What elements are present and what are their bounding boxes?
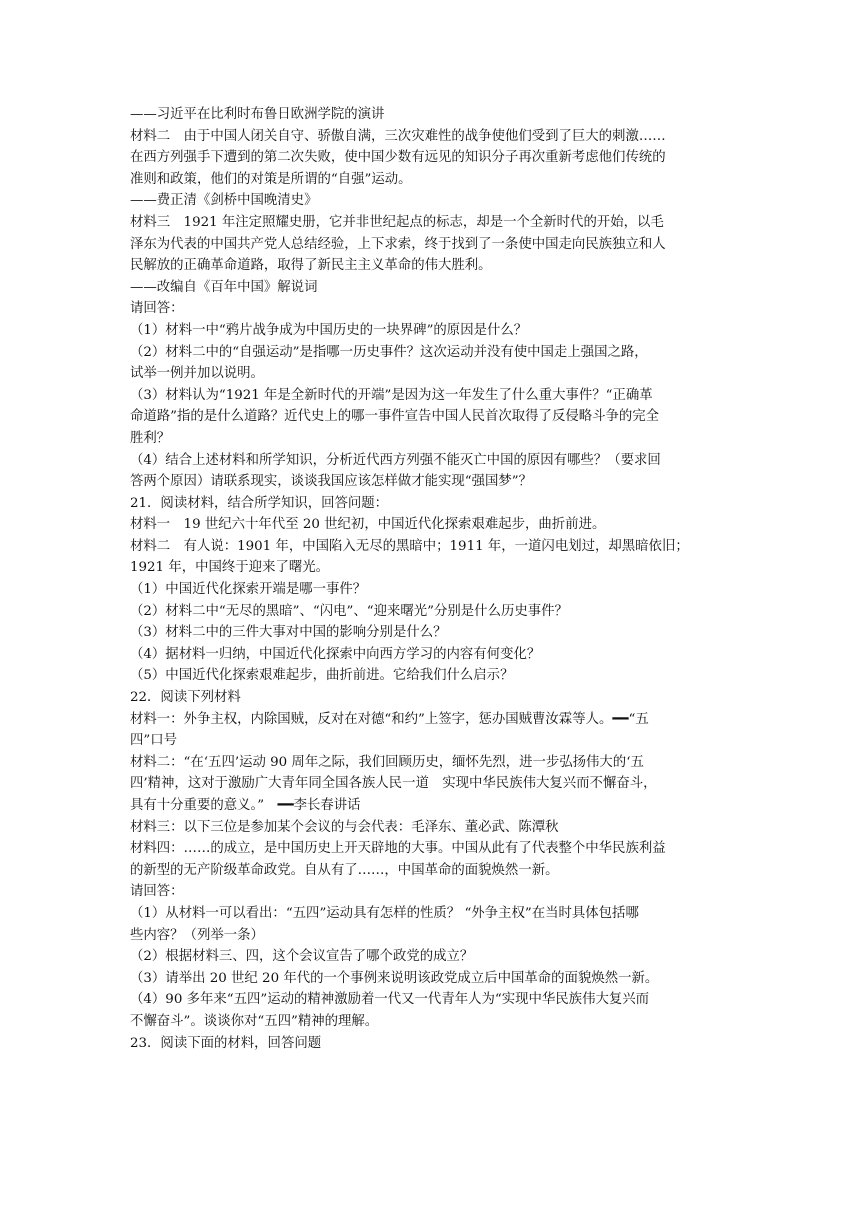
text-line: 材料四：……的成立，是中国历史上开天辟地的大事。中国从此有了代表整个中华民族利益 <box>130 841 666 857</box>
text-line: 23．阅读下面的材料，回答问题 <box>130 1035 322 1051</box>
text-line: 不懈奋斗”。谈谈你对“五四”精神的理解。 <box>130 1013 379 1029</box>
text-line: 命道路”指的是什么道路？近代史上的哪一事件宣告中国人民首次取得了反侵略斗争的完全 <box>130 409 660 425</box>
text-line: （1）从材料一可以看出：“五四”运动具有怎样的性质？ “外争主权”在当时具体包括哪 <box>130 905 639 921</box>
text-line: 四”口号 <box>130 733 178 749</box>
text-line: 材料一：外争主权，内除国贼，反对在对德“和约”上签字，惩办国贼曹汝霖等人。━━“五 <box>130 711 649 727</box>
text-line: 材料二 有人说：1901 年，中国陷入无尽的黑暗中；1911 年，一道闪电划过，却黑暗依旧； <box>130 538 689 554</box>
text-line: 22．阅读下列材料 <box>130 690 241 706</box>
text-line: 的新型的无产阶级革命政党。自从有了……，中国革命的面貌焕然一新。 <box>130 862 559 878</box>
text-line: （4）据材料一归纳，中国近代化探索中向西方学习的内容有何变化？ <box>130 646 541 662</box>
text-line: （3）请举出 20 世纪 20 年代的一个事例来说明该政党成立后中国革命的面貌焕然一新。 <box>130 970 659 986</box>
text-line: 在西方列强手下遭到的第二次失败，使中国少数有远见的知识分子再次重新考虑他们传统的 <box>130 150 666 166</box>
text-line: 答两个原因）请联系现实，谈谈我国应该怎样做才能实现“强国梦”？ <box>130 474 533 490</box>
text-line: （3）材料认为“1921 年是全新时代的开端”是因为这一年发生了什么重大事件？“正确革 <box>130 387 653 403</box>
text-line: 些内容？（列举一条） <box>130 927 264 943</box>
text-line: （4）结合上述材料和所学知识，分析近代西方列强不能灭亡中国的原因有哪些？（要求回 <box>130 452 661 468</box>
text-line: 泽东为代表的中国共产党人总结经验，上下求索，终于找到了一条使中国走向民族独立和人 <box>130 236 666 252</box>
text-line: （1）中国近代化探索开端是哪一事件？ <box>130 582 367 598</box>
text-line: 1921 年，中国终于迎来了曙光。 <box>130 560 330 576</box>
text-line: ——改编自《百年中国》解说词 <box>130 279 318 295</box>
text-line: （2）根据材料三、四，这个会议宣告了哪个政党的成立？ <box>130 949 474 965</box>
text-line: 请回答： <box>130 884 184 900</box>
text-line: ——费正清《剑桥中国晚清史》 <box>130 193 318 209</box>
text-line: 材料二 由于中国人闭关自守、骄傲自满，三次灾难性的战争使他们受到了巨大的刺激…… <box>130 128 666 144</box>
text-line: （3）材料二中的三件大事对中国的影响分别是什么？ <box>130 625 447 641</box>
text-line: （2）材料二中“无尽的黑暗”、“闪电”、“迎来曙光”分别是什么历史事件？ <box>130 603 568 619</box>
text-line: 请回答： <box>130 301 184 317</box>
text-line: 准则和政策，他们的对策是所谓的“自强”运动。 <box>130 171 412 187</box>
text-line: （1）材料一中“鸦片战争成为中国历史的一块界碑”的原因是什么？ <box>130 322 528 338</box>
text-line: 材料一 19 世纪六十年代至 20 世纪初，中国近代化探索艰难起步，曲折前进。 <box>130 517 606 533</box>
text-line: 材料三：以下三位是参加某个会议的与会代表：毛泽东、董必武、陈潭秋 <box>130 819 559 835</box>
text-line: 试举一例并加以说明。 <box>130 366 264 382</box>
text-line: 材料二：“在‘五四’运动 90 周年之际，我们回顾历史，缅怀先烈，进一步弘扬伟大的‘五 <box>130 754 644 770</box>
text-line: 材料三 1921 年注定照耀史册，它并非世纪起点的标志，却是一个全新时代的开始，以毛 <box>130 214 664 230</box>
text-line: （2）材料二中的“自强运动”是指哪一历史事件？这次运动并没有使中国走上强国之路， <box>130 344 648 360</box>
document-body <box>130 104 736 1054</box>
text-line: （4）90 多年来“五四”运动的精神激励着一代又一代青年人为“实现中华民族伟大复兴而 <box>130 992 650 1008</box>
text-line: 胜利？ <box>130 430 171 446</box>
text-line: 民解放的正确革命道路，取得了新民主主义革命的伟大胜利。 <box>130 258 492 274</box>
text-line: 21．阅读材料，结合所学知识，回答问题： <box>130 495 389 511</box>
text-line: 四’精神，这对于激励广大青年同全国各族人民一道 实现中华民族伟大复兴而不懈奋斗， <box>130 776 657 792</box>
text-line: 具有十分重要的意义。” ━━李长春讲话 <box>130 798 361 813</box>
text-line: ——习近平在比利时布鲁日欧洲学院的演讲 <box>130 107 385 122</box>
text-line: （5）中国近代化探索艰难起步，曲折前进。它给我们什么启示？ <box>130 668 514 684</box>
